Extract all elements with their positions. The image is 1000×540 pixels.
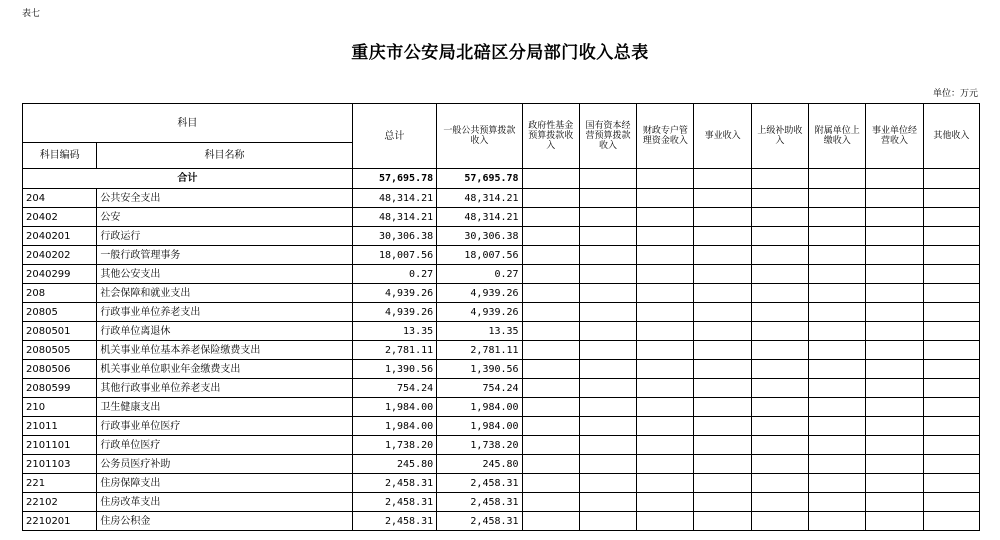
header-fiscal-special: 财政专户管理资金收入 [637, 104, 694, 169]
row-total: 1,390.56 [352, 360, 436, 379]
row-general-budget: 4,939.26 [437, 284, 522, 303]
empty-cell [866, 284, 923, 303]
empty-cell [637, 227, 694, 246]
row-code: 2040299 [23, 265, 97, 284]
empty-cell [866, 208, 923, 227]
empty-cell [751, 436, 808, 455]
empty-cell [809, 360, 866, 379]
empty-cell [866, 474, 923, 493]
empty-cell [751, 474, 808, 493]
row-general-budget: 2,458.31 [437, 474, 522, 493]
row-name: 行政事业单位养老支出 [97, 303, 352, 322]
empty-cell [923, 303, 979, 322]
row-code: 2080505 [23, 341, 97, 360]
row-total: 13.35 [352, 322, 436, 341]
row-general-budget: 1,738.20 [437, 436, 522, 455]
empty-cell [809, 512, 866, 531]
row-name: 行政事业单位医疗 [97, 417, 352, 436]
row-code: 2080501 [23, 322, 97, 341]
empty-cell [751, 265, 808, 284]
row-total: 1,738.20 [352, 436, 436, 455]
empty-cell [694, 303, 751, 322]
income-summary-table [22, 103, 980, 531]
empty-cell [923, 512, 979, 531]
empty-cell [522, 474, 579, 493]
empty-cell [579, 189, 636, 208]
row-name: 行政单位医疗 [97, 436, 352, 455]
empty-cell [866, 322, 923, 341]
empty-cell [694, 417, 751, 436]
table-row [23, 436, 980, 455]
empty-cell [522, 379, 579, 398]
empty-cell [809, 341, 866, 360]
empty-cell [579, 341, 636, 360]
empty-cell [637, 208, 694, 227]
row-code: 204 [23, 189, 97, 208]
empty-cell [637, 265, 694, 284]
empty-cell [522, 322, 579, 341]
empty-cell [866, 265, 923, 284]
header-general-budget: 一般公共预算拨款收入 [437, 104, 522, 169]
empty-cell [751, 284, 808, 303]
row-general-budget: 48,314.21 [437, 189, 522, 208]
row-total: 30,306.38 [352, 227, 436, 246]
empty-cell [637, 379, 694, 398]
empty-cell [637, 474, 694, 493]
total-amount: 57,695.78 [352, 169, 436, 189]
row-name: 卫生健康支出 [97, 398, 352, 417]
empty-cell [809, 493, 866, 512]
row-total: 1,984.00 [352, 398, 436, 417]
row-code: 21011 [23, 417, 97, 436]
row-name: 机关事业单位职业年金缴费支出 [97, 360, 352, 379]
empty-cell [751, 303, 808, 322]
empty-cell [809, 474, 866, 493]
empty-cell [637, 322, 694, 341]
empty-cell [866, 417, 923, 436]
empty-cell [694, 379, 751, 398]
empty-cell [923, 189, 979, 208]
empty-cell [751, 493, 808, 512]
table-row [23, 512, 980, 531]
row-total: 18,007.56 [352, 246, 436, 265]
row-code: 2101101 [23, 436, 97, 455]
row-code: 2080599 [23, 379, 97, 398]
empty-cell [923, 265, 979, 284]
empty-cell [637, 284, 694, 303]
empty-cell [751, 512, 808, 531]
header-other-income: 其他收入 [923, 104, 979, 169]
empty-cell [579, 474, 636, 493]
row-total: 0.27 [352, 265, 436, 284]
empty-cell [637, 512, 694, 531]
header-affiliated-income: 附属单位上缴收入 [809, 104, 866, 169]
empty-cell [694, 436, 751, 455]
empty-cell [522, 512, 579, 531]
empty-cell [579, 436, 636, 455]
row-general-budget: 1,984.00 [437, 417, 522, 436]
empty-cell [579, 322, 636, 341]
empty-cell [923, 436, 979, 455]
table-row [23, 208, 980, 227]
row-total: 2,781.11 [352, 341, 436, 360]
empty-cell [809, 265, 866, 284]
header-gov-fund: 政府性基金预算拨款收入 [522, 104, 579, 169]
empty-cell [809, 208, 866, 227]
empty-cell [923, 398, 979, 417]
row-total: 48,314.21 [352, 208, 436, 227]
row-code: 2101103 [23, 455, 97, 474]
empty-cell [522, 455, 579, 474]
empty-cell [923, 246, 979, 265]
total-row [23, 169, 980, 189]
empty-cell [809, 246, 866, 265]
empty-cell [866, 398, 923, 417]
table-row [23, 322, 980, 341]
row-code: 221 [23, 474, 97, 493]
row-code: 20805 [23, 303, 97, 322]
empty-cell [579, 246, 636, 265]
total-label: 合计 [23, 169, 353, 189]
row-general-budget: 2,458.31 [437, 493, 522, 512]
empty-cell [751, 455, 808, 474]
row-code: 208 [23, 284, 97, 303]
header-business-income: 事业收入 [694, 104, 751, 169]
total-general-budget: 57,695.78 [437, 169, 522, 189]
empty-cell [637, 417, 694, 436]
empty-cell [579, 398, 636, 417]
header-subject-name: 科目名称 [97, 143, 352, 169]
empty-cell [579, 284, 636, 303]
row-name: 住房公积金 [97, 512, 352, 531]
empty-cell [694, 493, 751, 512]
header-subject: 科目 [23, 104, 353, 143]
empty-cell [923, 493, 979, 512]
table-row [23, 455, 980, 474]
empty-cell [637, 341, 694, 360]
empty-cell [522, 398, 579, 417]
empty-cell [579, 227, 636, 246]
empty-cell [522, 265, 579, 284]
empty-cell [694, 512, 751, 531]
row-name: 公务员医疗补助 [97, 455, 352, 474]
empty-cell [751, 398, 808, 417]
table-row [23, 303, 980, 322]
empty-cell [809, 379, 866, 398]
row-general-budget: 245.80 [437, 455, 522, 474]
empty-cell [923, 227, 979, 246]
empty-cell [809, 227, 866, 246]
empty-cell [923, 474, 979, 493]
row-general-budget: 4,939.26 [437, 303, 522, 322]
header-state-capital: 国有资本经营预算拨款收入 [579, 104, 636, 169]
row-total: 2,458.31 [352, 512, 436, 531]
empty-cell [694, 284, 751, 303]
empty-cell [637, 493, 694, 512]
row-general-budget: 1,984.00 [437, 398, 522, 417]
empty-cell [522, 303, 579, 322]
empty-cell [866, 455, 923, 474]
empty-cell [751, 189, 808, 208]
empty-cell [809, 284, 866, 303]
row-general-budget: 754.24 [437, 379, 522, 398]
empty-cell [522, 493, 579, 512]
row-code: 22102 [23, 493, 97, 512]
empty-cell [923, 417, 979, 436]
empty-cell [751, 208, 808, 227]
row-code: 2040201 [23, 227, 97, 246]
row-name: 一般行政管理事务 [97, 246, 352, 265]
table-row [23, 189, 980, 208]
page-title: 重庆市公安局北碚区分局部门收入总表 [351, 43, 649, 63]
empty-cell [923, 455, 979, 474]
empty-cell [579, 493, 636, 512]
row-name: 公安 [97, 208, 352, 227]
row-name: 住房改革支出 [97, 493, 352, 512]
empty-cell [866, 436, 923, 455]
empty-cell [866, 360, 923, 379]
empty-cell [522, 227, 579, 246]
empty-cell [694, 360, 751, 379]
empty-cell [809, 417, 866, 436]
empty-cell [809, 398, 866, 417]
empty-cell [923, 360, 979, 379]
empty-cell [637, 455, 694, 474]
row-name: 行政单位离退休 [97, 322, 352, 341]
empty-cell [579, 208, 636, 227]
row-general-budget: 0.27 [437, 265, 522, 284]
empty-cell [694, 455, 751, 474]
header-subject-code: 科目编码 [23, 143, 97, 169]
empty-cell [809, 322, 866, 341]
empty-cell [637, 436, 694, 455]
row-code: 20402 [23, 208, 97, 227]
empty-cell [522, 436, 579, 455]
empty-cell [694, 246, 751, 265]
table-row [23, 398, 980, 417]
row-name: 公共安全支出 [97, 189, 352, 208]
empty-cell [579, 417, 636, 436]
empty-cell [522, 189, 579, 208]
row-name: 其他行政事业单位养老支出 [97, 379, 352, 398]
empty-cell [809, 436, 866, 455]
empty-cell [809, 455, 866, 474]
empty-cell [637, 360, 694, 379]
empty-cell [866, 246, 923, 265]
empty-cell [694, 322, 751, 341]
empty-cell [522, 246, 579, 265]
empty-cell [637, 246, 694, 265]
empty-cell [751, 227, 808, 246]
empty-cell [522, 208, 579, 227]
header-business-operation: 事业单位经营收入 [866, 104, 923, 169]
empty-cell [579, 379, 636, 398]
empty-cell [923, 322, 979, 341]
row-name: 住房保障支出 [97, 474, 352, 493]
row-general-budget: 18,007.56 [437, 246, 522, 265]
row-general-budget: 2,781.11 [437, 341, 522, 360]
row-code: 2080506 [23, 360, 97, 379]
table-row [23, 474, 980, 493]
empty-cell [522, 360, 579, 379]
table-number-label: 表七 [22, 9, 41, 19]
row-general-budget: 48,314.21 [437, 208, 522, 227]
empty-cell [579, 512, 636, 531]
header-superior-subsidy: 上级补助收入 [751, 104, 808, 169]
table-row [23, 360, 980, 379]
row-name: 机关事业单位基本养老保险缴费支出 [97, 341, 352, 360]
table-row [23, 227, 980, 246]
empty-cell [579, 303, 636, 322]
empty-cell [637, 189, 694, 208]
row-code: 2040202 [23, 246, 97, 265]
empty-cell [866, 189, 923, 208]
table-row [23, 379, 980, 398]
empty-cell [751, 379, 808, 398]
row-general-budget: 13.35 [437, 322, 522, 341]
empty-cell [694, 265, 751, 284]
table-row [23, 265, 980, 284]
empty-cell [579, 360, 636, 379]
empty-cell [694, 189, 751, 208]
empty-cell [751, 322, 808, 341]
row-name: 行政运行 [97, 227, 352, 246]
row-code: 210 [23, 398, 97, 417]
row-total: 2,458.31 [352, 493, 436, 512]
empty-cell [579, 265, 636, 284]
empty-cell [809, 189, 866, 208]
table-row [23, 246, 980, 265]
empty-cell [751, 417, 808, 436]
row-total: 245.80 [352, 455, 436, 474]
empty-cell [694, 227, 751, 246]
empty-cell [866, 493, 923, 512]
empty-cell [637, 303, 694, 322]
row-total: 1,984.00 [352, 417, 436, 436]
empty-cell [694, 341, 751, 360]
empty-cell [694, 208, 751, 227]
empty-cell [923, 208, 979, 227]
empty-cell [522, 417, 579, 436]
table-row [23, 493, 980, 512]
row-general-budget: 30,306.38 [437, 227, 522, 246]
empty-cell [866, 379, 923, 398]
row-general-budget: 1,390.56 [437, 360, 522, 379]
empty-cell [522, 341, 579, 360]
row-total: 48,314.21 [352, 189, 436, 208]
empty-cell [923, 379, 979, 398]
table-row [23, 341, 980, 360]
empty-cell [694, 474, 751, 493]
empty-cell [579, 455, 636, 474]
empty-cell [923, 341, 979, 360]
table-row [23, 284, 980, 303]
empty-cell [866, 303, 923, 322]
table-row [23, 417, 980, 436]
row-name: 社会保障和就业支出 [97, 284, 352, 303]
row-name: 其他公安支出 [97, 265, 352, 284]
empty-cell [923, 284, 979, 303]
empty-cell [751, 341, 808, 360]
unit-label: 单位：万元 [932, 89, 978, 99]
empty-cell [866, 512, 923, 531]
row-total: 2,458.31 [352, 474, 436, 493]
header-total: 总计 [352, 104, 436, 169]
row-general-budget: 2,458.31 [437, 512, 522, 531]
empty-cell [866, 227, 923, 246]
empty-cell [809, 303, 866, 322]
row-total: 4,939.26 [352, 303, 436, 322]
row-total: 4,939.26 [352, 284, 436, 303]
empty-cell [694, 398, 751, 417]
empty-cell [522, 284, 579, 303]
row-code: 2210201 [23, 512, 97, 531]
empty-cell [637, 398, 694, 417]
empty-cell [751, 360, 808, 379]
row-total: 754.24 [352, 379, 436, 398]
empty-cell [866, 341, 923, 360]
empty-cell [751, 246, 808, 265]
